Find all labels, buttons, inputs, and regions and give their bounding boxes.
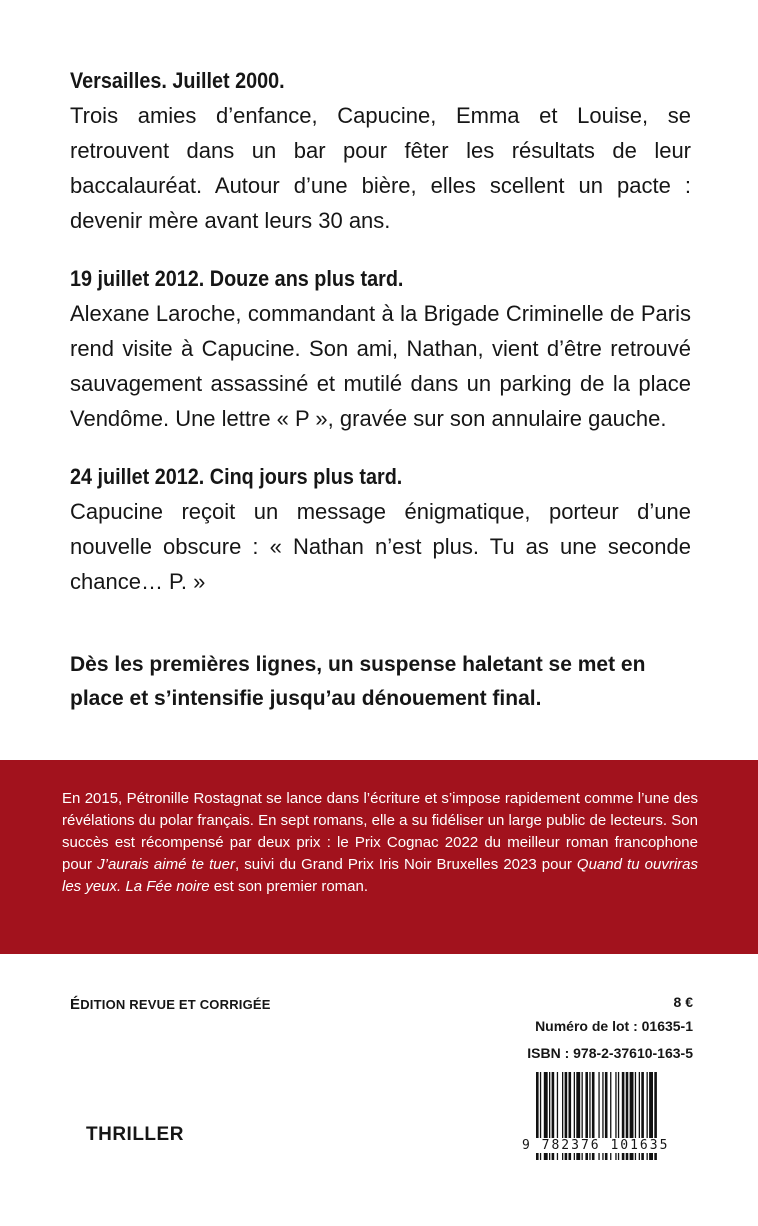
section-body: Capucine reçoit un message énigmatique, porteur d’une nouvelle obscure : « Nathan n’est plus. Tu as une seconde chance… P. » [70, 499, 691, 594]
bio-text: En 2015, Pétronille Rostagnat se lance dans l’écriture et s’impose rapidement comme l’une des révélations du polar français. En sept romans, elle a su fidéliser un large public de lecteurs. Son succès est récompensé par deux prix : le Prix Cognac 2022 du meilleur roman francophone pour [62, 790, 698, 873]
synopsis-section-2 [70, 262, 691, 436]
author-bio-band [0, 760, 758, 954]
book-title: La Fée noire [125, 878, 210, 895]
bio-text: est son premier roman. [209, 878, 369, 895]
genre-label: THRILLER [86, 1124, 184, 1145]
synopsis-section-1 [70, 64, 691, 238]
author-bio [62, 788, 698, 898]
book-title: Quand tu ouvriras les yeux. [62, 856, 699, 895]
section-body: Trois amies d’enfance, Capucine, Emma et Louise, se retrouvent dans un bar pour fêter les résultats de leur baccalauréat. Autour d’une bière, elles scellent un pacte : devenir mère avant leurs 30 ans. [70, 103, 691, 233]
section-heading: 24 juillet 2012. Cinq jours plus tard. [70, 464, 403, 489]
price: 8 € [673, 994, 693, 1010]
edition-rest: DITION REVUE ET CORRIGÉE [80, 997, 271, 1012]
synopsis-section-3 [70, 460, 691, 599]
lot-number: Numéro de lot : 01635-1 [535, 1018, 693, 1034]
synopsis [70, 64, 691, 623]
barcode-number: 9 782376 101635 [522, 1138, 698, 1153]
tagline: Dès les premières lignes, un suspense haletant se met en place et s’intensifie jusqu’au dénouement final. [70, 653, 646, 710]
bio-text: , suivi du Grand Prix Iris Noir Bruxelles 2023 pour [234, 856, 577, 873]
edition-initial: É [70, 996, 81, 1013]
section-heading: 19 juillet 2012. Douze ans plus tard. [70, 266, 404, 291]
edition-note [70, 996, 271, 1013]
section-heading: Versailles. Juillet 2000. [70, 68, 285, 93]
book-title: J’aurais aimé te tuer [97, 856, 235, 873]
isbn: ISBN : 978-2-37610-163-5 [527, 1045, 693, 1061]
section-body: Alexane Laroche, commandant à la Brigade Criminelle de Paris rend visite à Capucine. Son ami, Nathan, vient d’être retrouvé sauvagement assassiné et mutilé dans un parking de la place Vendôme. Une lettre « P », gravée sur son annulaire gauche. [70, 301, 691, 431]
